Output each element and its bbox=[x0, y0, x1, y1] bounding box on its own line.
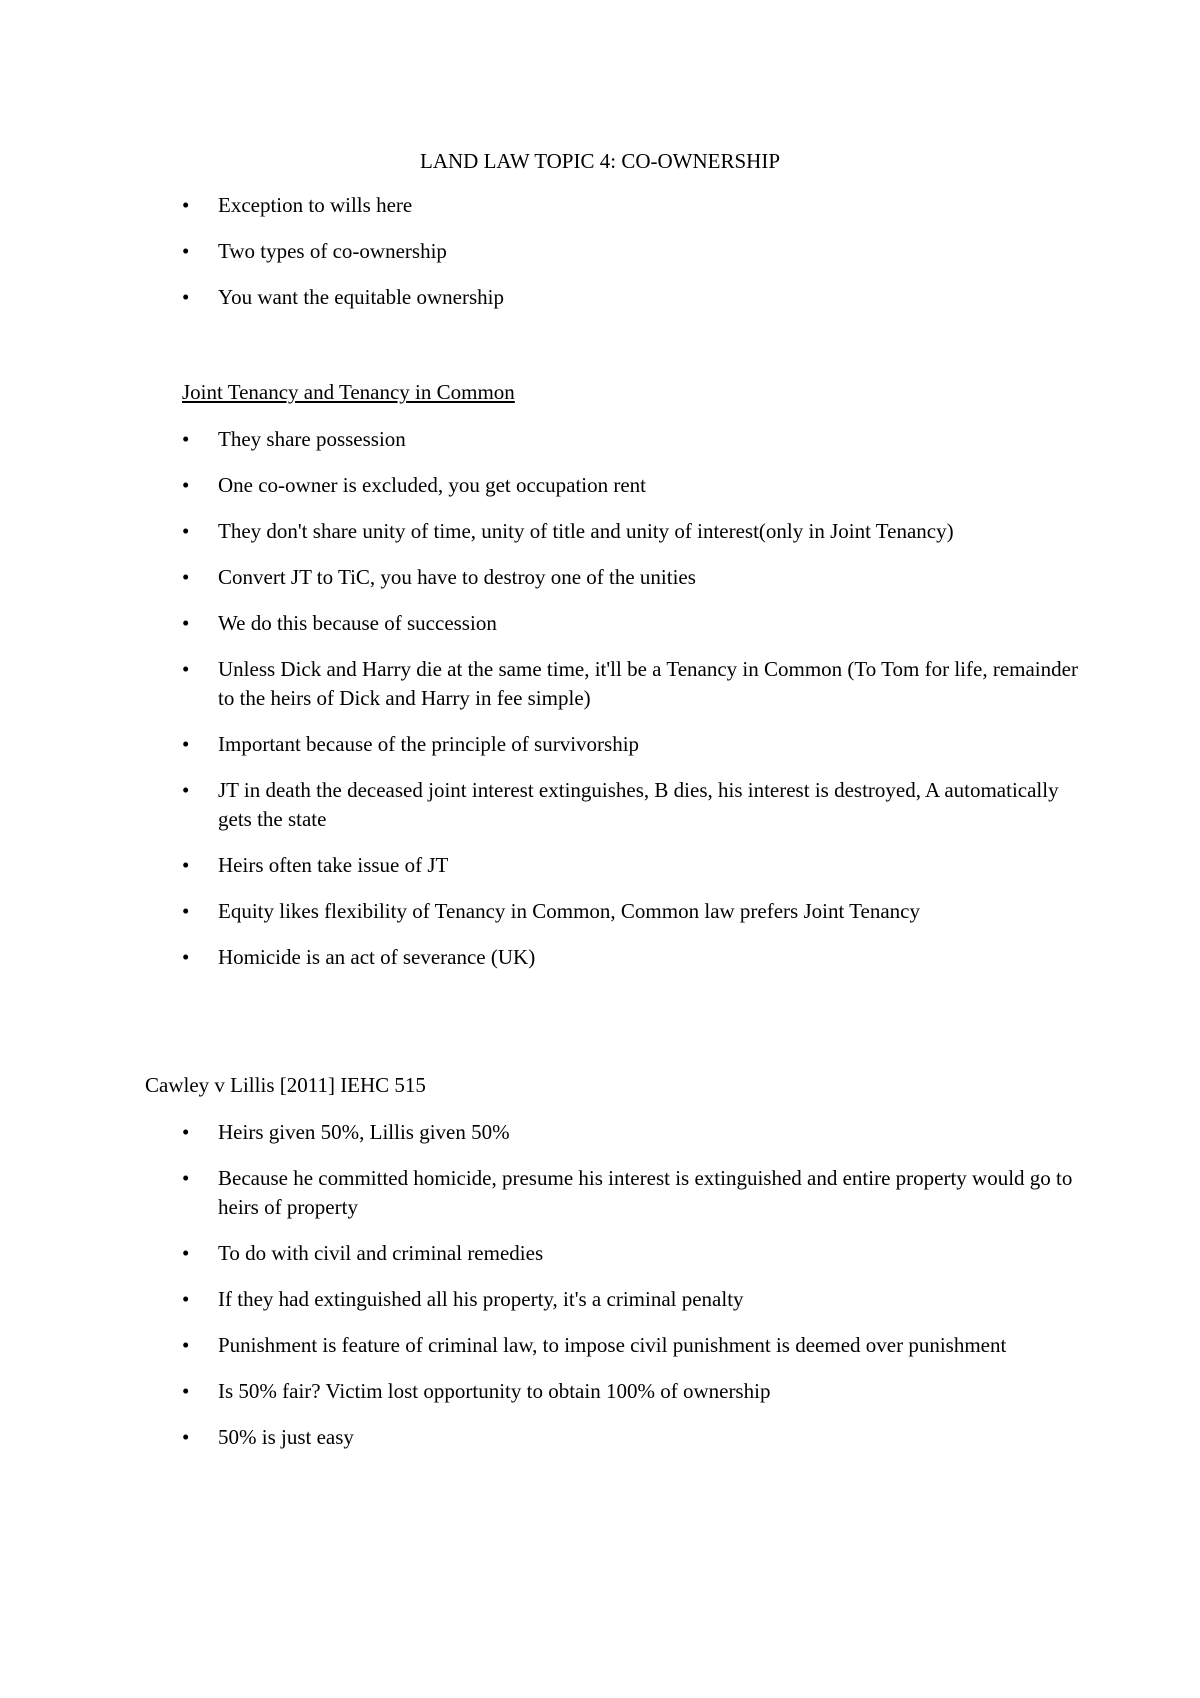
list-item bbox=[182, 471, 1082, 500]
bullet-icon: • bbox=[182, 565, 190, 589]
list-item-text: Convert JT to TiC, you have to destroy one of the unities bbox=[218, 565, 696, 589]
bullet-icon: • bbox=[182, 1166, 190, 1190]
list-item-text: Exception to wills here bbox=[218, 193, 413, 217]
list-item bbox=[182, 776, 1082, 834]
list-item-text: Because he committed homicide, presume his interest is extinguished and entire property would go to heirs of property bbox=[218, 1166, 1073, 1219]
list-item bbox=[182, 563, 1082, 592]
list-item-text: Unless Dick and Harry die at the same time, it'll be a Tenancy in Common (To Tom for life, remainder to the heirs of Dick and Harry in fee simple) bbox=[218, 657, 1078, 710]
bullet-icon: • bbox=[182, 778, 190, 802]
bullet-icon: • bbox=[182, 945, 190, 969]
list-item bbox=[182, 609, 1082, 638]
list-item bbox=[182, 1377, 1082, 1406]
bullet-icon: • bbox=[182, 611, 190, 635]
list-item bbox=[182, 1118, 1082, 1147]
bullet-icon: • bbox=[182, 657, 190, 681]
bullet-icon: • bbox=[182, 193, 190, 217]
intro-bullet-list bbox=[182, 191, 1082, 329]
joint-tenancy-heading: Joint Tenancy and Tenancy in Common bbox=[182, 380, 515, 404]
case-bullet-list bbox=[182, 1118, 1082, 1469]
list-item bbox=[182, 517, 1082, 546]
list-item-text: Important because of the principle of survivorship bbox=[218, 732, 640, 756]
joint-tenancy-bullet-list bbox=[182, 425, 1082, 989]
bullet-icon: • bbox=[182, 427, 190, 451]
bullet-icon: • bbox=[182, 853, 190, 877]
bullet-icon: • bbox=[182, 1287, 190, 1311]
list-item-text: They don't share unity of time, unity of title and unity of interest(only in Joint Tenancy) bbox=[218, 519, 954, 543]
list-item bbox=[182, 1285, 1082, 1314]
list-item-text: Homicide is an act of severance (UK) bbox=[218, 945, 536, 969]
list-item bbox=[182, 1164, 1082, 1222]
list-item-text: They share possession bbox=[218, 427, 406, 451]
list-item-text: Heirs given 50%, Lillis given 50% bbox=[218, 1120, 510, 1144]
bullet-icon: • bbox=[182, 1425, 190, 1449]
bullet-icon: • bbox=[182, 239, 190, 263]
list-item-text: One co-owner is excluded, you get occupation rent bbox=[218, 473, 647, 497]
list-item-text: Equity likes flexibility of Tenancy in Common, Common law prefers Joint Tenancy bbox=[218, 899, 921, 923]
list-item bbox=[182, 283, 1082, 312]
bullet-icon: • bbox=[182, 1379, 190, 1403]
bullet-icon: • bbox=[182, 519, 190, 543]
list-item bbox=[182, 191, 1082, 220]
bullet-icon: • bbox=[182, 473, 190, 497]
bullet-icon: • bbox=[182, 1333, 190, 1357]
bullet-icon: • bbox=[182, 285, 190, 309]
list-item bbox=[182, 1239, 1082, 1268]
document-title: LAND LAW TOPIC 4: CO-OWNERSHIP bbox=[420, 149, 780, 173]
list-item bbox=[182, 730, 1082, 759]
list-item bbox=[182, 237, 1082, 266]
list-item-text: If they had extinguished all his property, it's a criminal penalty bbox=[218, 1287, 744, 1311]
list-item-text: We do this because of succession bbox=[218, 611, 497, 635]
list-item bbox=[182, 897, 1082, 926]
list-item-text: JT in death the deceased joint interest extinguishes, B dies, his interest is destroyed, A automatically gets the state bbox=[218, 778, 1059, 831]
list-item-text: Two types of co-ownership bbox=[218, 239, 447, 263]
list-item-text: To do with civil and criminal remedies bbox=[218, 1241, 544, 1265]
list-item-text: Is 50% fair? Victim lost opportunity to obtain 100% of ownership bbox=[218, 1379, 771, 1403]
list-item bbox=[182, 1423, 1082, 1452]
list-item bbox=[182, 425, 1082, 454]
list-item-text: You want the equitable ownership bbox=[218, 285, 504, 309]
bullet-icon: • bbox=[182, 899, 190, 923]
case-heading: Cawley v Lillis [2011] IEHC 515 bbox=[145, 1073, 426, 1097]
list-item bbox=[182, 851, 1082, 880]
list-item-text: Heirs often take issue of JT bbox=[218, 853, 449, 877]
bullet-icon: • bbox=[182, 1120, 190, 1144]
bullet-icon: • bbox=[182, 1241, 190, 1265]
list-item-text: Punishment is feature of criminal law, to impose civil punishment is deemed over punishment bbox=[218, 1333, 1007, 1357]
list-item-text: 50% is just easy bbox=[218, 1425, 354, 1449]
bullet-icon: • bbox=[182, 732, 190, 756]
list-item bbox=[182, 655, 1082, 713]
list-item bbox=[182, 1331, 1082, 1360]
list-item bbox=[182, 943, 1082, 972]
